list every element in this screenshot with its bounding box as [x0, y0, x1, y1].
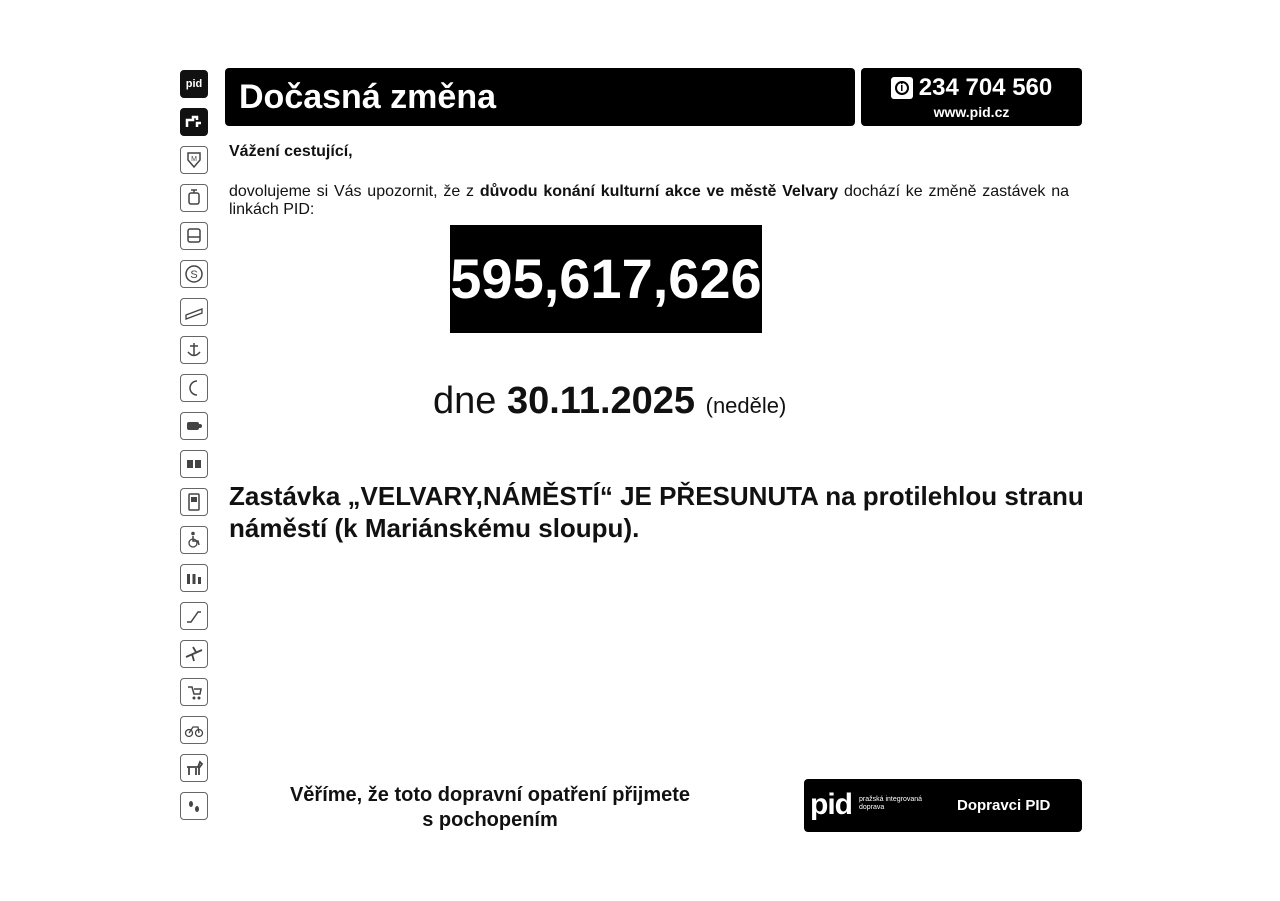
svg-text:M: M: [191, 156, 197, 163]
dog-icon: [180, 754, 208, 782]
bicycle-icon: [180, 716, 208, 744]
operators-label: Dopravci PID: [957, 797, 1051, 814]
pid-footer-logo: pid pražská integrovaná doprava Dopravci PID: [804, 779, 1082, 832]
train-icon: [180, 260, 208, 288]
closing-message: Věříme, že toto dopravní opatření přijmete s pochopením: [289, 784, 691, 831]
contact-box: [861, 68, 1082, 126]
transfer-icon: [180, 450, 208, 478]
date-line: dne 30.11.2025 (neděle): [433, 380, 787, 422]
tram-icon: [180, 184, 208, 212]
regional-bus-icon: [180, 412, 208, 440]
metro-icon: [180, 146, 208, 174]
bus-icon: [180, 222, 208, 250]
date: 30.11.2025: [506, 380, 696, 422]
info-icon: i: [891, 77, 913, 99]
ticket-machine-icon: [180, 488, 208, 516]
greeting: Vážení cestující,: [229, 143, 353, 160]
intro-text: dovolujeme si Vás upozornit, že z důvodu konání kulturní akce ve městě Velvary dochází ke změně zastávek na linkách PID:: [229, 183, 1069, 218]
website-link[interactable]: www.pid.cz: [933, 104, 1010, 120]
svg-text:S: S: [190, 269, 198, 281]
stop-notice: Zastávka „VELVARY,NÁMĚSTÍ“ JE PŘESUNUTA na protilehlou stranu náměstí (k Mariánskému sloupu).: [229, 481, 1084, 543]
weekday: (neděle): [705, 393, 787, 418]
line-change-icon: [180, 108, 208, 136]
pid-logo-icon: pid: [180, 70, 208, 98]
cable-car-icon: [180, 298, 208, 326]
pid-logo: pid: [810, 788, 852, 821]
footsteps-icon: [180, 792, 208, 820]
reason-text: důvodu konání kulturní akce ve městě Velvary: [479, 183, 839, 200]
ferry-icon: [180, 336, 208, 364]
wheelchair-icon: [180, 526, 208, 554]
phone-number: 234 704 560: [918, 74, 1053, 101]
escalator-icon: [180, 602, 208, 630]
sidebar-icons: [180, 70, 212, 830]
family-icon: [180, 564, 208, 592]
stroller-icon: [180, 678, 208, 706]
airport-icon: [180, 640, 208, 668]
affected-lines: 595,617,626: [450, 225, 762, 333]
page-title: Dočasná změna: [225, 68, 855, 126]
night-line-icon: [180, 374, 208, 402]
